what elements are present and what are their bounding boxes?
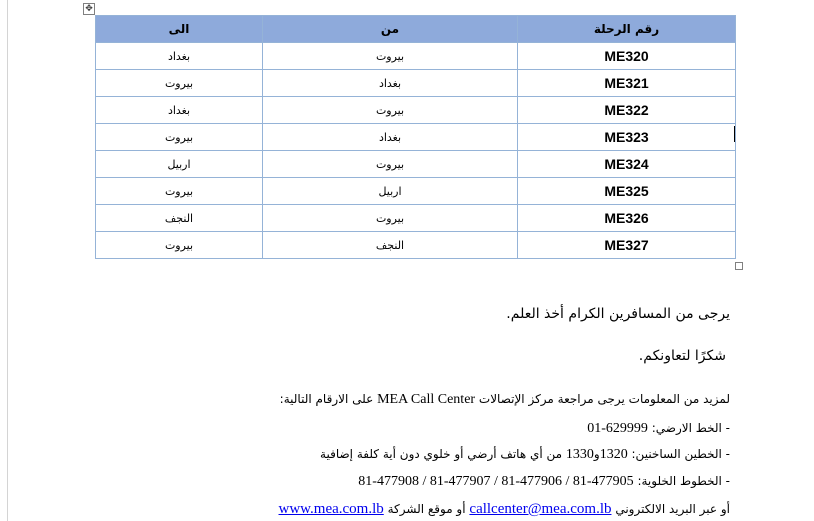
to-cell[interactable]: بيروت bbox=[96, 232, 263, 259]
table-row bbox=[96, 43, 736, 70]
table-row bbox=[96, 232, 736, 259]
to-cell[interactable]: بيروت bbox=[96, 124, 263, 151]
call-center-name: MEA Call Center bbox=[377, 392, 476, 407]
table-row bbox=[96, 124, 736, 151]
from-cell[interactable]: بغداد bbox=[263, 70, 518, 97]
to-cell[interactable]: بغداد bbox=[96, 43, 263, 70]
hotline-label: - الخطين الساخنين: bbox=[631, 447, 730, 461]
landline-line bbox=[587, 421, 730, 437]
email-prefix: أو عبر البريد الالكتروني bbox=[615, 502, 730, 516]
table-row bbox=[96, 151, 736, 178]
from-cell[interactable]: بيروت bbox=[263, 205, 518, 232]
from-cell[interactable]: بيروت bbox=[263, 151, 518, 178]
flight-number-cell[interactable]: ME321 bbox=[518, 70, 736, 97]
info-paragraph bbox=[280, 392, 730, 408]
table-row bbox=[96, 178, 736, 205]
website-link[interactable]: www.mea.com.lb bbox=[278, 501, 384, 517]
hotline-number-2: 1330 bbox=[565, 447, 594, 462]
site-prefix: أو موقع الشركة bbox=[387, 502, 466, 516]
flight-number-cell[interactable]: ME326 bbox=[518, 205, 736, 232]
hotline-and: و bbox=[593, 447, 600, 461]
mobile-line bbox=[358, 474, 730, 490]
page-margin-line bbox=[7, 0, 8, 521]
hotline-description: من أي هاتف أرضي أو خلوي دون أية كلفة إضافية bbox=[320, 447, 563, 461]
table-resize-handle[interactable] bbox=[735, 262, 743, 270]
from-cell[interactable]: بغداد bbox=[263, 124, 518, 151]
mobile-numbers: 81-477908 / 81-477907 / 81-477906 / 81-477905 bbox=[358, 474, 634, 489]
flight-number-cell[interactable]: ME322 bbox=[518, 97, 736, 124]
flight-number-cell[interactable]: ME324 bbox=[518, 151, 736, 178]
table-header-row bbox=[96, 16, 736, 43]
table-row bbox=[96, 205, 736, 232]
from-cell[interactable]: النجف bbox=[263, 232, 518, 259]
table-row bbox=[96, 70, 736, 97]
from-cell[interactable]: اربيل bbox=[263, 178, 518, 205]
mobile-label: - الخطوط الخلوية: bbox=[637, 474, 730, 488]
hotline-number-1: 1320 bbox=[599, 447, 628, 462]
header-to: الى bbox=[96, 16, 263, 43]
thanks-paragraph: شكرًا لتعاونكم. bbox=[638, 348, 726, 364]
landline-label: - الخط الارضي: bbox=[651, 421, 730, 435]
contact-line bbox=[279, 501, 730, 518]
header-from: من bbox=[263, 16, 518, 43]
to-cell[interactable]: اربيل bbox=[96, 151, 263, 178]
info-suffix: على الارقام التالية: bbox=[279, 392, 374, 406]
table-row bbox=[96, 97, 736, 124]
flight-number-cell[interactable]: ME327 bbox=[518, 232, 736, 259]
to-cell[interactable]: النجف bbox=[96, 205, 263, 232]
info-prefix: لمزيد من المعلومات يرجى مراجعة مركز الإتصالات bbox=[478, 392, 730, 406]
header-flight-number: رقم الرحلة bbox=[518, 16, 736, 43]
from-cell[interactable]: بيروت bbox=[263, 43, 518, 70]
flight-number-cell[interactable]: ME320 bbox=[518, 43, 736, 70]
to-cell[interactable]: بيروت bbox=[96, 70, 263, 97]
from-cell[interactable]: بيروت bbox=[263, 97, 518, 124]
flight-number-cell[interactable]: ME325 bbox=[518, 178, 736, 205]
flights-table bbox=[95, 15, 736, 259]
email-link[interactable]: callcenter@mea.com.lb bbox=[469, 501, 612, 517]
notice-paragraph: يرجى من المسافرين الكرام أخذ العلم. bbox=[506, 306, 730, 322]
hotline-line bbox=[320, 447, 730, 463]
table-move-handle-icon[interactable]: ✥ bbox=[83, 3, 95, 15]
to-cell[interactable]: بغداد bbox=[96, 97, 263, 124]
landline-number: 01-629999 bbox=[587, 421, 648, 436]
to-cell[interactable]: بيروت bbox=[96, 178, 263, 205]
flight-number-cell[interactable]: ME323 bbox=[518, 124, 736, 151]
